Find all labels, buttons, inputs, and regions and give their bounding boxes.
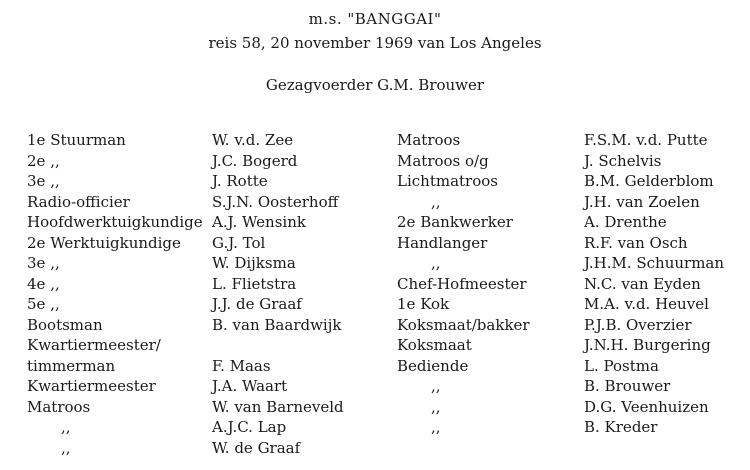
crew-rank: 1e Kok (397, 295, 450, 313)
crew-name: J.A. Waart (212, 377, 288, 395)
ship-name: m.s. "BANGGAI" (308, 10, 442, 28)
ditto-mark: ,, (61, 418, 71, 436)
crew-name: J.H. van Zoelen (584, 192, 700, 211)
crew-name: J. Rotte (212, 172, 268, 190)
crew-name: B. Kreder (584, 418, 658, 436)
crew-name: B. Brouwer (584, 377, 671, 395)
crew-name: J.H.M. Schuurman (584, 254, 725, 272)
crew-name: W. v.d. Zee (212, 131, 294, 149)
crew-rank: 2e Bankwerker (397, 213, 513, 231)
ditto-mark: ,, (431, 397, 441, 416)
crew-name: W. de Graaf (212, 438, 301, 457)
crew-name (212, 335, 344, 356)
crew-name: D.G. Veenhuizen (584, 397, 709, 416)
crew-rank (397, 417, 530, 438)
crew-rank: Bootsman (27, 315, 103, 334)
crew-rank: Koksmaat (397, 336, 472, 354)
crew-name: J. Schelvis (584, 151, 662, 170)
crew-rank: Hoofdwerktuigkundige (27, 213, 203, 231)
ditto-mark: ,, (431, 254, 441, 272)
ditto-mark: ,, (431, 377, 441, 395)
crew-name: A. Drenthe (584, 213, 667, 231)
crew-name: L. Postma (584, 356, 659, 375)
voyage-line: reis 58, 20 november 1969 van Los Angeles (208, 34, 542, 52)
crew-rank: 2e ,, (27, 151, 60, 170)
crew-name: J.N.H. Burgering (584, 336, 711, 354)
crew-rank: Chef-Hofmeester (397, 274, 527, 293)
crew-rank (397, 376, 530, 397)
left-ranks-column (27, 130, 203, 458)
crew-rank: Bediende (397, 356, 469, 375)
crew-name: M.A. v.d. Heuvel (584, 295, 709, 313)
crew-name: R.F. van Osch (584, 233, 688, 252)
crew-rank: Kwartiermeester/ (27, 336, 161, 354)
captain-line: Gezagvoerder G.M. Brouwer (265, 76, 485, 94)
crew-rank (27, 438, 203, 459)
crew-name: L. Flietstra (212, 274, 297, 293)
crew-rank: Matroos o/g (397, 151, 489, 170)
crew-rank: 2e Werktuigkundige (27, 233, 181, 252)
crew-rank: Matroos (27, 397, 91, 416)
crew-name: B.M. Gelderblom (584, 172, 714, 190)
crew-rank (397, 397, 530, 418)
crew-rank: Handlanger (397, 233, 488, 252)
crew-rank: 3e ,, (27, 254, 60, 272)
crew-rank: 3e ,, (27, 172, 60, 190)
crew-name: J.C. Bogerd (212, 151, 298, 170)
crew-rank: Matroos (397, 131, 461, 149)
crew-name: N.C. van Eyden (584, 274, 701, 293)
crew-name: P.J.B. Overzier (584, 315, 692, 334)
ditto-mark: ,, (431, 418, 441, 436)
crew-rank: Kwartiermeester (27, 377, 156, 395)
crew-rank (27, 417, 203, 438)
crew-name: J.J. de Graaf (212, 295, 302, 313)
crew-rank: Lichtmatroos (397, 172, 498, 190)
crew-name: G.J. Tol (212, 233, 266, 252)
ditto-mark: ,, (431, 192, 441, 211)
ditto-mark: ,, (61, 438, 71, 457)
crew-rank: Koksmaat/bakker (397, 315, 530, 334)
crew-rank (397, 192, 530, 213)
crew-rank: 4e ,, (27, 274, 60, 293)
crew-rank: Radio-officier (27, 192, 130, 211)
crew-name: S.J.N. Oosterhoff (212, 192, 339, 211)
crew-name: A.J.C. Lap (212, 418, 287, 436)
crew-name: B. van Baardwijk (212, 315, 342, 334)
crew-rank (397, 253, 530, 274)
right-ranks-column (397, 130, 530, 438)
crew-name: W. Dijksma (212, 254, 296, 272)
crew-name: F.S.M. v.d. Putte (584, 131, 708, 149)
crew-name: W. van Barneveld (212, 397, 344, 416)
crew-rank: 5e ,, (27, 295, 60, 313)
crew-rank: 1e Stuurman (27, 131, 126, 149)
left-names-column (212, 130, 344, 458)
crew-rank: timmerman (27, 356, 116, 375)
right-names-column (584, 130, 724, 438)
crew-name: A.J. Wensink (212, 213, 306, 231)
crew-name: F. Maas (212, 356, 271, 375)
